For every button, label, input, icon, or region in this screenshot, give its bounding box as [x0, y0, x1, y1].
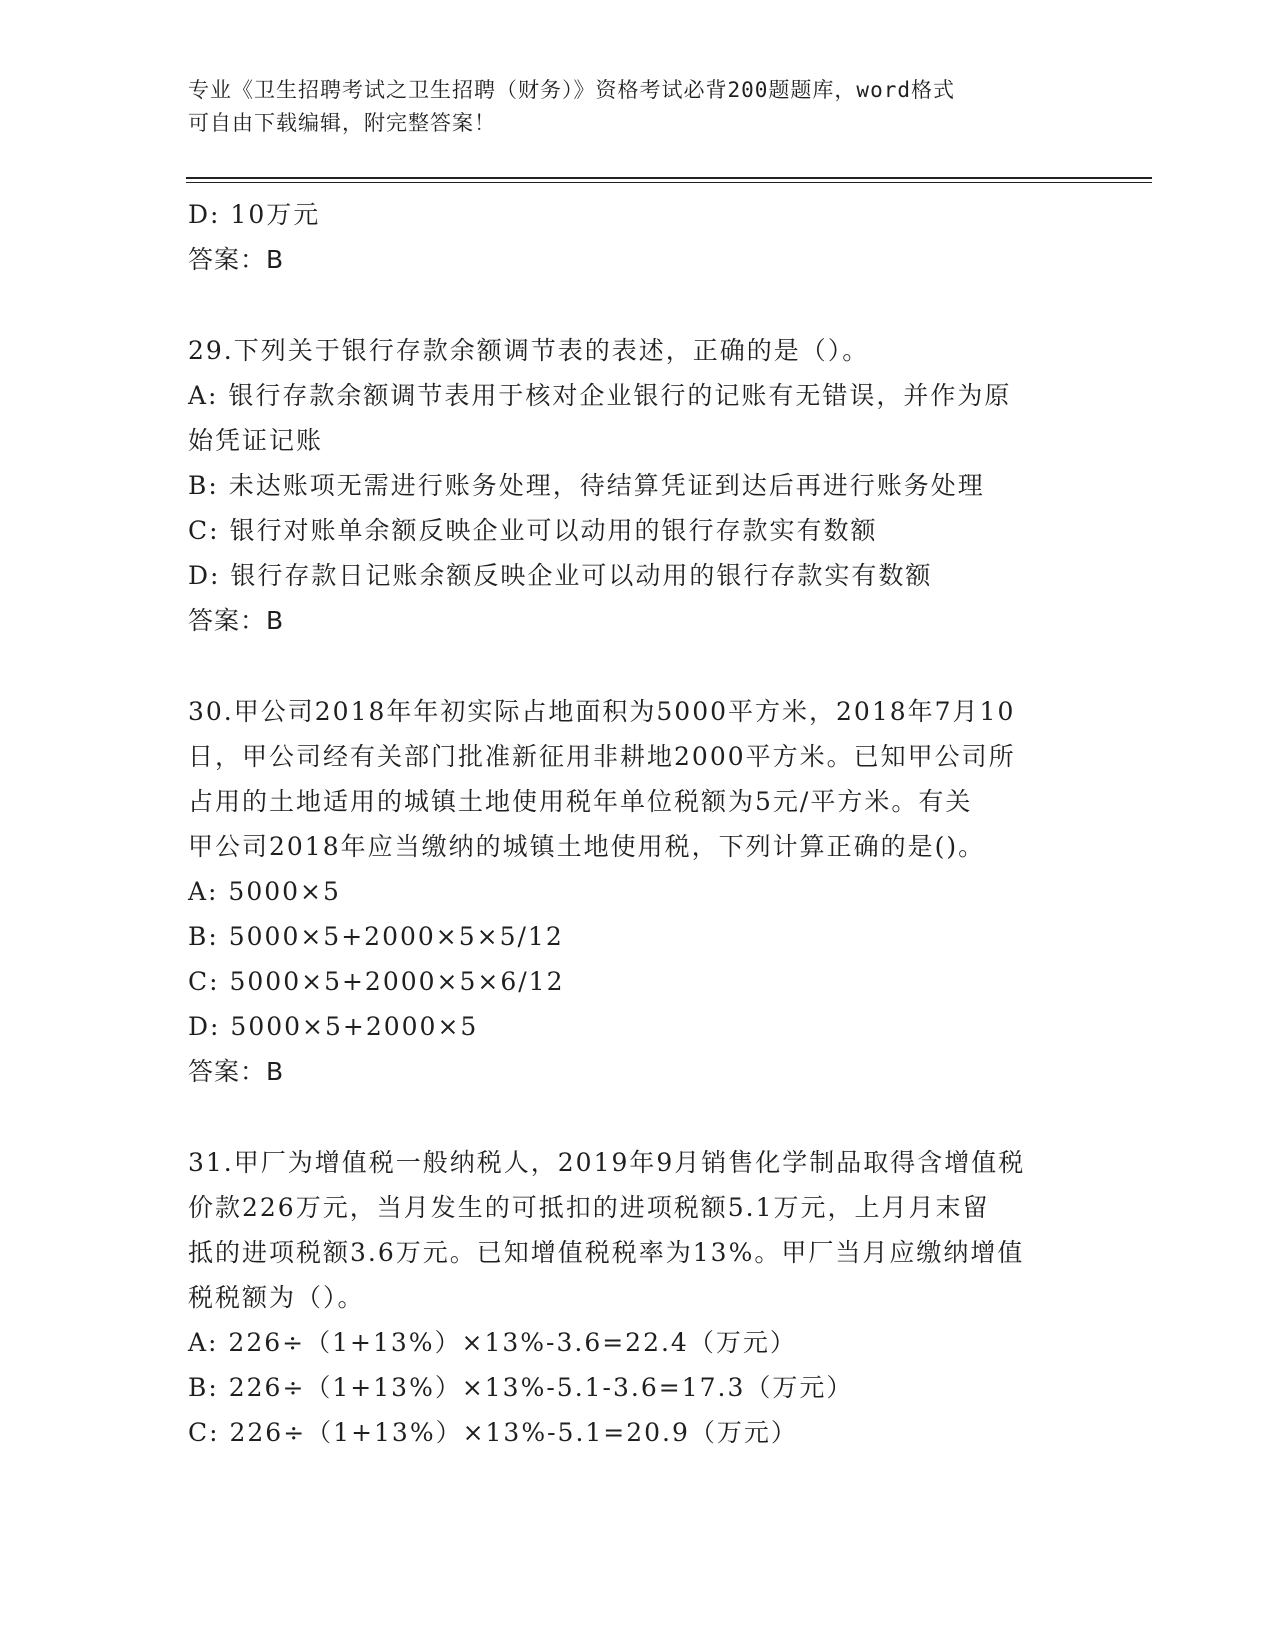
question-stem: 29.下列关于银行存款余额调节表的表述，正确的是（）。: [188, 336, 870, 365]
question-stem-line-4: 甲公司2018年应当缴纳的城镇土地使用税，下列计算正确的是()。: [188, 832, 986, 861]
option-d: D: 银行存款日记账余额反映企业可以动用的银行存款实有数额: [188, 561, 933, 590]
answer-label: 答案：B: [188, 245, 285, 274]
option-a: A: 银行存款余额调节表用于核对企业银行的记账有无错误，并作为原: [188, 381, 1012, 410]
option-c: C: 5000×5+2000×5×6/12: [188, 967, 565, 996]
answer-label: 答案：B: [188, 606, 285, 635]
question-list: [188, 192, 1088, 1455]
question-stem-line-1: 31.甲厂为增值税一般纳税人，2019年9月销售化学制品取得含增值税: [188, 1148, 1026, 1177]
question-stem-line-3: 抵的进项税额3.6万元。已知增值税税率为13%。甲厂当月应缴纳增值: [188, 1238, 1025, 1267]
header-divider-thick: [186, 177, 1152, 179]
question-stem-line-1: 30.甲公司2018年年初实际占地面积为5000平方米，2018年7月10: [188, 697, 1016, 726]
question-stem-line-2: 价款226万元，当月发生的可抵扣的进项税额5.1万元，上月月末留: [188, 1193, 990, 1222]
option-a: A: 226÷（1+13%）×13%-3.6=22.4（万元）: [188, 1328, 797, 1357]
option-a: A: 5000×5: [188, 877, 341, 906]
question-28-tail: [188, 192, 1088, 282]
answer-label: 答案：B: [188, 1057, 285, 1086]
option-b: B: 未达账项无需进行账务处理，待结算凭证到达后再进行账务处理: [188, 471, 985, 500]
question-30: [188, 689, 1088, 1094]
option-b: B: 226÷（1+13%）×13%-5.1-3.6=17.3（万元）: [188, 1373, 854, 1402]
header-divider-thin: [186, 182, 1152, 183]
question-stem-line-4: 税税额为（）。: [188, 1283, 365, 1312]
option-b: B: 5000×5+2000×5×5/12: [188, 922, 564, 951]
option-d: D: 10万元: [188, 200, 321, 229]
option-d: D: 5000×5+2000×5: [188, 1012, 479, 1041]
option-c: C: 银行对账单余额反映企业可以动用的银行存款实有数额: [188, 516, 878, 545]
question-stem-line-3: 占用的土地适用的城镇土地使用税年单位税额为5元/平方米。有关: [188, 787, 973, 816]
question-stem-line-2: 日，甲公司经有关部门批准新征用非耕地2000平方米。已知甲公司所: [188, 742, 1016, 771]
header-title-line-2: 可自由下载编辑，附完整答案！: [188, 111, 496, 135]
question-29: [188, 328, 1088, 643]
option-a-continued: 始凭证记账: [188, 426, 324, 455]
option-c: C: 226÷（1+13%）×13%-5.1=20.9（万元）: [188, 1418, 798, 1447]
question-31: [188, 1140, 1088, 1455]
document-header: [188, 74, 1088, 140]
header-title-line-1: 专业《卫生招聘考试之卫生招聘（财务）》资格考试必背200题题库，word格式: [188, 78, 955, 102]
